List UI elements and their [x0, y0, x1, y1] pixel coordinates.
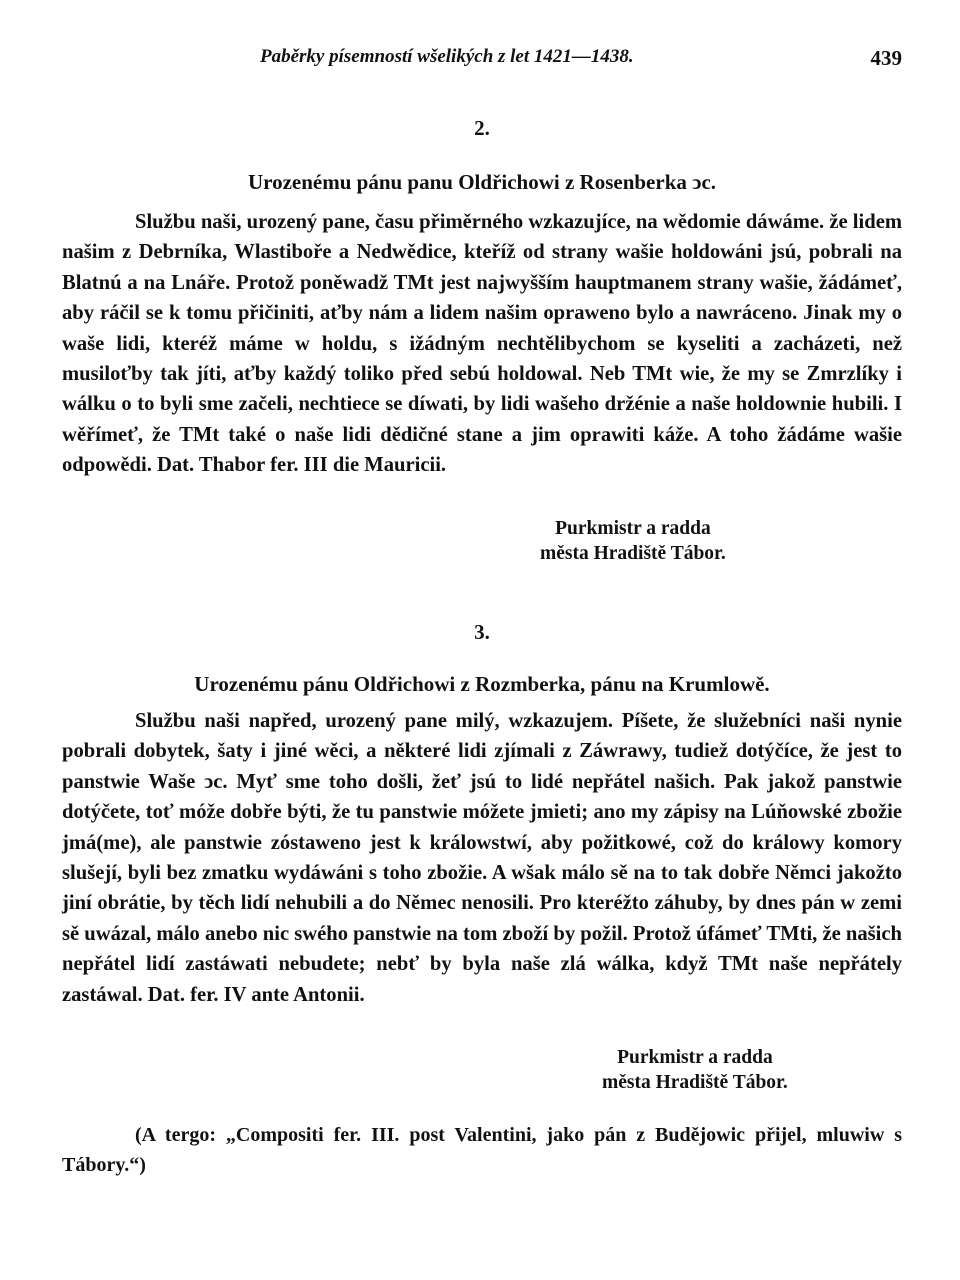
letter-address: Urozenému pánu panu Oldřichowi z Rosenberka ↄc.	[247, 170, 717, 194]
running-title: Paběrky písemností wšelikých z let 1421—1438.	[260, 46, 634, 67]
signature-line: města Hradiště Tábor.	[602, 1072, 788, 1093]
page-number: 439	[870, 46, 902, 70]
letter-address: Urozenému pánu Oldřichowi z Rozmberka, pánu na Krumlowě.	[194, 672, 770, 696]
signature-line: Purkmistr a radda	[555, 518, 711, 539]
letter-signature	[602, 1045, 788, 1095]
letter-number: 3.	[474, 620, 490, 644]
signature-line: Purkmistr a radda	[617, 1047, 773, 1068]
letter-body: Službu naši, urozený pane, času přiměrného wzkazujíce, na wědomie dáwáme. že lidem našim z Debrníka, Wlastiboře a Nedwědice, kteříž od strany wašie holdowáni jsú, pobrali na Blatnú a na Lnáře. Protož poněwadž TMt jest najwyšším hauptmanem strany wašie, žádámeť, aby ráčil se k tomu přičiniti, aťby nám a lidem našim opraweno bylo a nawráceno. Jinak my o waše lidi, kteréž máme w holdu, s ižádným nechtělibychom se kyseliti a zacházeti, než musiloťby tak jíti, aťby každý toliko před sebú holdowal. Neb TMt wie, že my se Zmrzlíky i wálku o to byli sme začeli, nechtiece se díwati, by lidi wašeho držénie a naše holdownie hubili. I wěřímeť, že TMt také o naše lidi dědičné stane a jim oprawiti káže. A toho žádáme wašie odpowědi. Dat. Thabor fer. III die Mauricii.	[62, 211, 902, 477]
running-header	[62, 46, 902, 76]
letter-number: 2.	[474, 116, 490, 140]
letter-signature	[540, 516, 726, 566]
signature-line: města Hradiště Tábor.	[540, 543, 726, 564]
letter-body: Službu naši napřed, urozený pane milý, wzkazujem. Píšete, že služebníci naši nynie pobrali dobytek, šaty i jiné wěci, a některé lidi zjímali z Záwrawy, tudiež dotýčíce, že jest to panstwie Waše ↄc. Myť sme toho došli, žeť jsú to lidé nepřátel našich. Pak jakož panstwie dotýčete, toť móže dobře býti, že tu panstwie móžete jmieti; ano my zápisy na Lúňowské zbožie jmá(me), ale panstwie zóstaweno jest k králowstwí, aby požitkowé, což do králowy komory slušejí, byli bez zmatku wydáwáni s toho zbožie. A wšak málo sě na to tak dobře Němci jakožto jiní obrátie, by těch lidí nehubili a do Němec nenosili. Pro kteréžto záhuby, by dnes pán w zemi sě uwázal, málo anebo nic swého panstwie na tom zboží by požil. Protož úfámeť TMti, že našich nepřátel lidí zastáwati nebudete; nebť by byla naše zlá wálka, když TMt naše nepřátely zastáwal. Dat. fer. IV ante Antonii.	[62, 710, 902, 1006]
a-tergo-note: (A tergo: „Compositi fer. III. post Valentini, jako pán z Budějowic přijel, mluwiw s Tábory.“)	[62, 1124, 902, 1176]
